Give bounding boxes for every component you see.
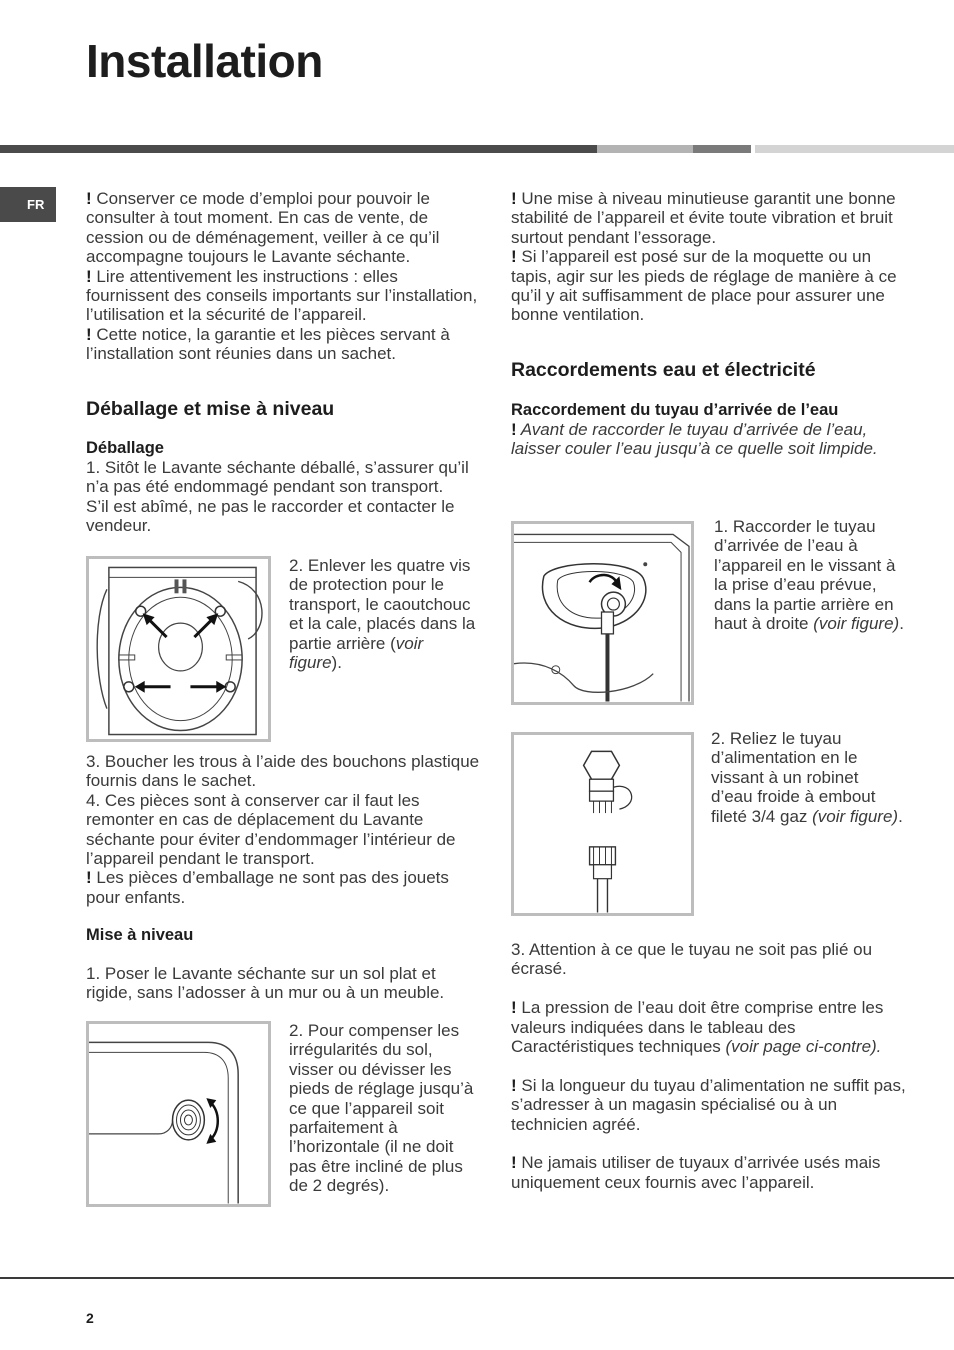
inlet-note [511, 420, 906, 459]
unpack-step-2 [289, 556, 479, 672]
inlet-block [511, 401, 906, 459]
note-text: La pression de l’eau doit être comprise entre les valeurs indiquées dans le tableau des Caractéristiques techniques [511, 998, 884, 1057]
tap-step-2-text [711, 729, 904, 826]
intro-note-2 [86, 267, 481, 325]
section-title-unpack: Déballage et mise à niveau [86, 398, 335, 420]
header-bar-mid [693, 145, 751, 153]
unpack-step-1b: S’il est abîmé, ne pas le raccorder et contacter le vendeur. [86, 496, 455, 536]
step-text-end: . [898, 806, 903, 826]
warning-mark: ! [86, 868, 92, 888]
step-text: 2. Enlever les quatre vis de protection pour le transport, le caoutchouc et la cale, placés dans la partie arrière ( [289, 556, 476, 653]
right-intro [511, 189, 906, 325]
see-figure-ref: voir figure [289, 633, 424, 673]
unpack-step-1: 1. Sitôt le Lavante séchante déballé, s’assurer qu’il n’a pas été endommagé pendant son transport. [86, 458, 469, 497]
figure-adjustable-foot [86, 1021, 271, 1207]
header-bar-light [597, 145, 693, 153]
intro-note-1 [86, 189, 481, 267]
left-section-title [86, 398, 481, 420]
inlet-step-1-text [714, 517, 904, 633]
warning-mark: ! [511, 420, 517, 439]
see-figure-ref: (voir figure) [812, 806, 899, 826]
heading-level: Mise à niveau [86, 926, 194, 944]
unpack-block [86, 439, 481, 536]
tap-step-2 [711, 729, 904, 826]
figure-tap-connection [511, 732, 694, 916]
unpack-step-3: 3. Boucher les trous à l’aide des bouchons plastique fournis dans le sachet. [86, 752, 480, 791]
footer-rule [0, 1277, 954, 1279]
hose-notes [511, 940, 906, 1192]
note-text: Les pièces d’emballage ne sont pas des jouets pour enfants. [86, 868, 449, 907]
warning-mark: ! [511, 1075, 517, 1095]
warning-mark: ! [86, 324, 92, 344]
level-step-2: 2. Pour compenser les irrégularités du sol, visser ou dévisser les pieds de réglage jusqu’à ce que l’appareil soit parfaitement à l’horizontale (il ne doit pas être incliné de plus de 2 degrés). [289, 1021, 474, 1196]
washer-rear-illustration [89, 559, 268, 739]
note-text: Cette notice, la garantie et les pièces servant à l’installation sont réunies dans un sachet. [86, 324, 450, 364]
unpack-step-2-text [289, 556, 479, 672]
hose-step-3: 3. Attention à ce que le tuyau ne soit pas plié ou écrasé. [511, 940, 873, 979]
inlet-step-1 [714, 517, 904, 633]
level-note-1 [511, 189, 906, 247]
section-title-connections: Raccordements eau et électricité [511, 359, 816, 381]
language-tab: FR [0, 187, 56, 222]
level-note-2 [511, 247, 906, 325]
note-text: Si l’appareil est posé sur de la moquette ou un tapis, agir sur les pieds de réglage de manière à ce qu’il y ait suffisamment de place pour assurer une bonne ventilation. [511, 247, 897, 325]
note-text: Ne jamais utiliser de tuyaux d’arrivée usés mais uniquement ceux fournis avec l’appareil. [511, 1153, 881, 1192]
warning-mark: ! [86, 266, 92, 286]
heading-inlet-hose: Raccordement du tuyau d’arrivée de l’eau [511, 401, 839, 419]
page-number: 2 [86, 1310, 94, 1326]
note-text: Conserver ce mode d’emploi pour pouvoir le consulter à tout moment. En cas de vente, de cession ou de déménagement, veiller à ce qu’il accompagne toujours le Lavante séchante. [86, 189, 440, 267]
step-text: 2. Reliez le tuyau d’alimentation en le vissant à un robinet d’eau froide à embout fileté 3/4 gaz [711, 729, 876, 826]
header-bar-dark [0, 145, 597, 153]
spacer [511, 1134, 906, 1153]
unpack-step-4: 4. Ces pièces sont à conserver car il faut les remonter en cas de déplacement du Lavante séchante pour éviter d’endommager l’intérieur de l’appareil pendant le transport. [86, 790, 456, 869]
left-intro [86, 189, 481, 364]
level-heading-block [86, 926, 481, 945]
figure-rear-screws [86, 556, 271, 742]
note-text: Une mise à niveau minutieuse garantit une bonne stabilité de l’appareil et évite toute vibration et bruit surtout pendant l’essorage. [511, 189, 896, 247]
unpack-warning [86, 868, 481, 907]
warning-mark: ! [511, 998, 517, 1018]
level-step-1-block [86, 964, 481, 1003]
note-text: Lire attentivement les instructions : elles fournissent des conseils importants sur l’installation, l’utilisation et la sécurité de l’appareil. [86, 266, 478, 325]
see-page-ref: (voir page ci-contre). [725, 1037, 882, 1057]
intro-note-3 [86, 325, 481, 364]
tap-hose-illustration [514, 735, 691, 913]
spacer [511, 979, 906, 998]
used-hose-warning [511, 1153, 906, 1192]
figure-inlet-connection [511, 521, 694, 705]
note-text: Si la longueur du tuyau d’alimentation ne suffit pas, s’adresser à un magasin spécialisé ou à un technicien agréé. [511, 1075, 906, 1134]
length-warning [511, 1076, 906, 1134]
foot-adjust-illustration [89, 1024, 268, 1204]
step-text: 1. Raccorder le tuyau d’arrivée de l’eau à l’appareil en le vissant à la prise d’eau prévue, dans la partie arrière en haut à droite [714, 517, 896, 634]
right-section-title [511, 359, 906, 381]
see-figure-ref: (voir figure) [813, 614, 900, 634]
heading-unpack: Déballage [86, 439, 164, 457]
warning-mark: ! [86, 189, 92, 208]
inlet-connection-illustration [514, 524, 691, 702]
warning-mark: ! [511, 247, 517, 267]
pressure-warning [511, 998, 906, 1056]
warning-mark: ! [511, 1153, 517, 1173]
warning-mark: ! [511, 189, 517, 208]
level-step-1: 1. Poser le Lavante séchante sur un sol plat et rigide, sans l’adosser à un mur ou à un meuble. [86, 964, 445, 1003]
header-bar-pale [755, 145, 954, 153]
unpack-block-2 [86, 752, 481, 907]
note-text: Avant de raccorder le tuyau d’arrivée de l’eau, laisser couler l’eau jusqu’à ce quelle soit limpide. [511, 420, 878, 459]
step-text-end: ). [331, 653, 342, 673]
spacer [511, 1056, 906, 1075]
page-title: Installation [86, 35, 323, 87]
step-text-end: . [899, 614, 904, 634]
